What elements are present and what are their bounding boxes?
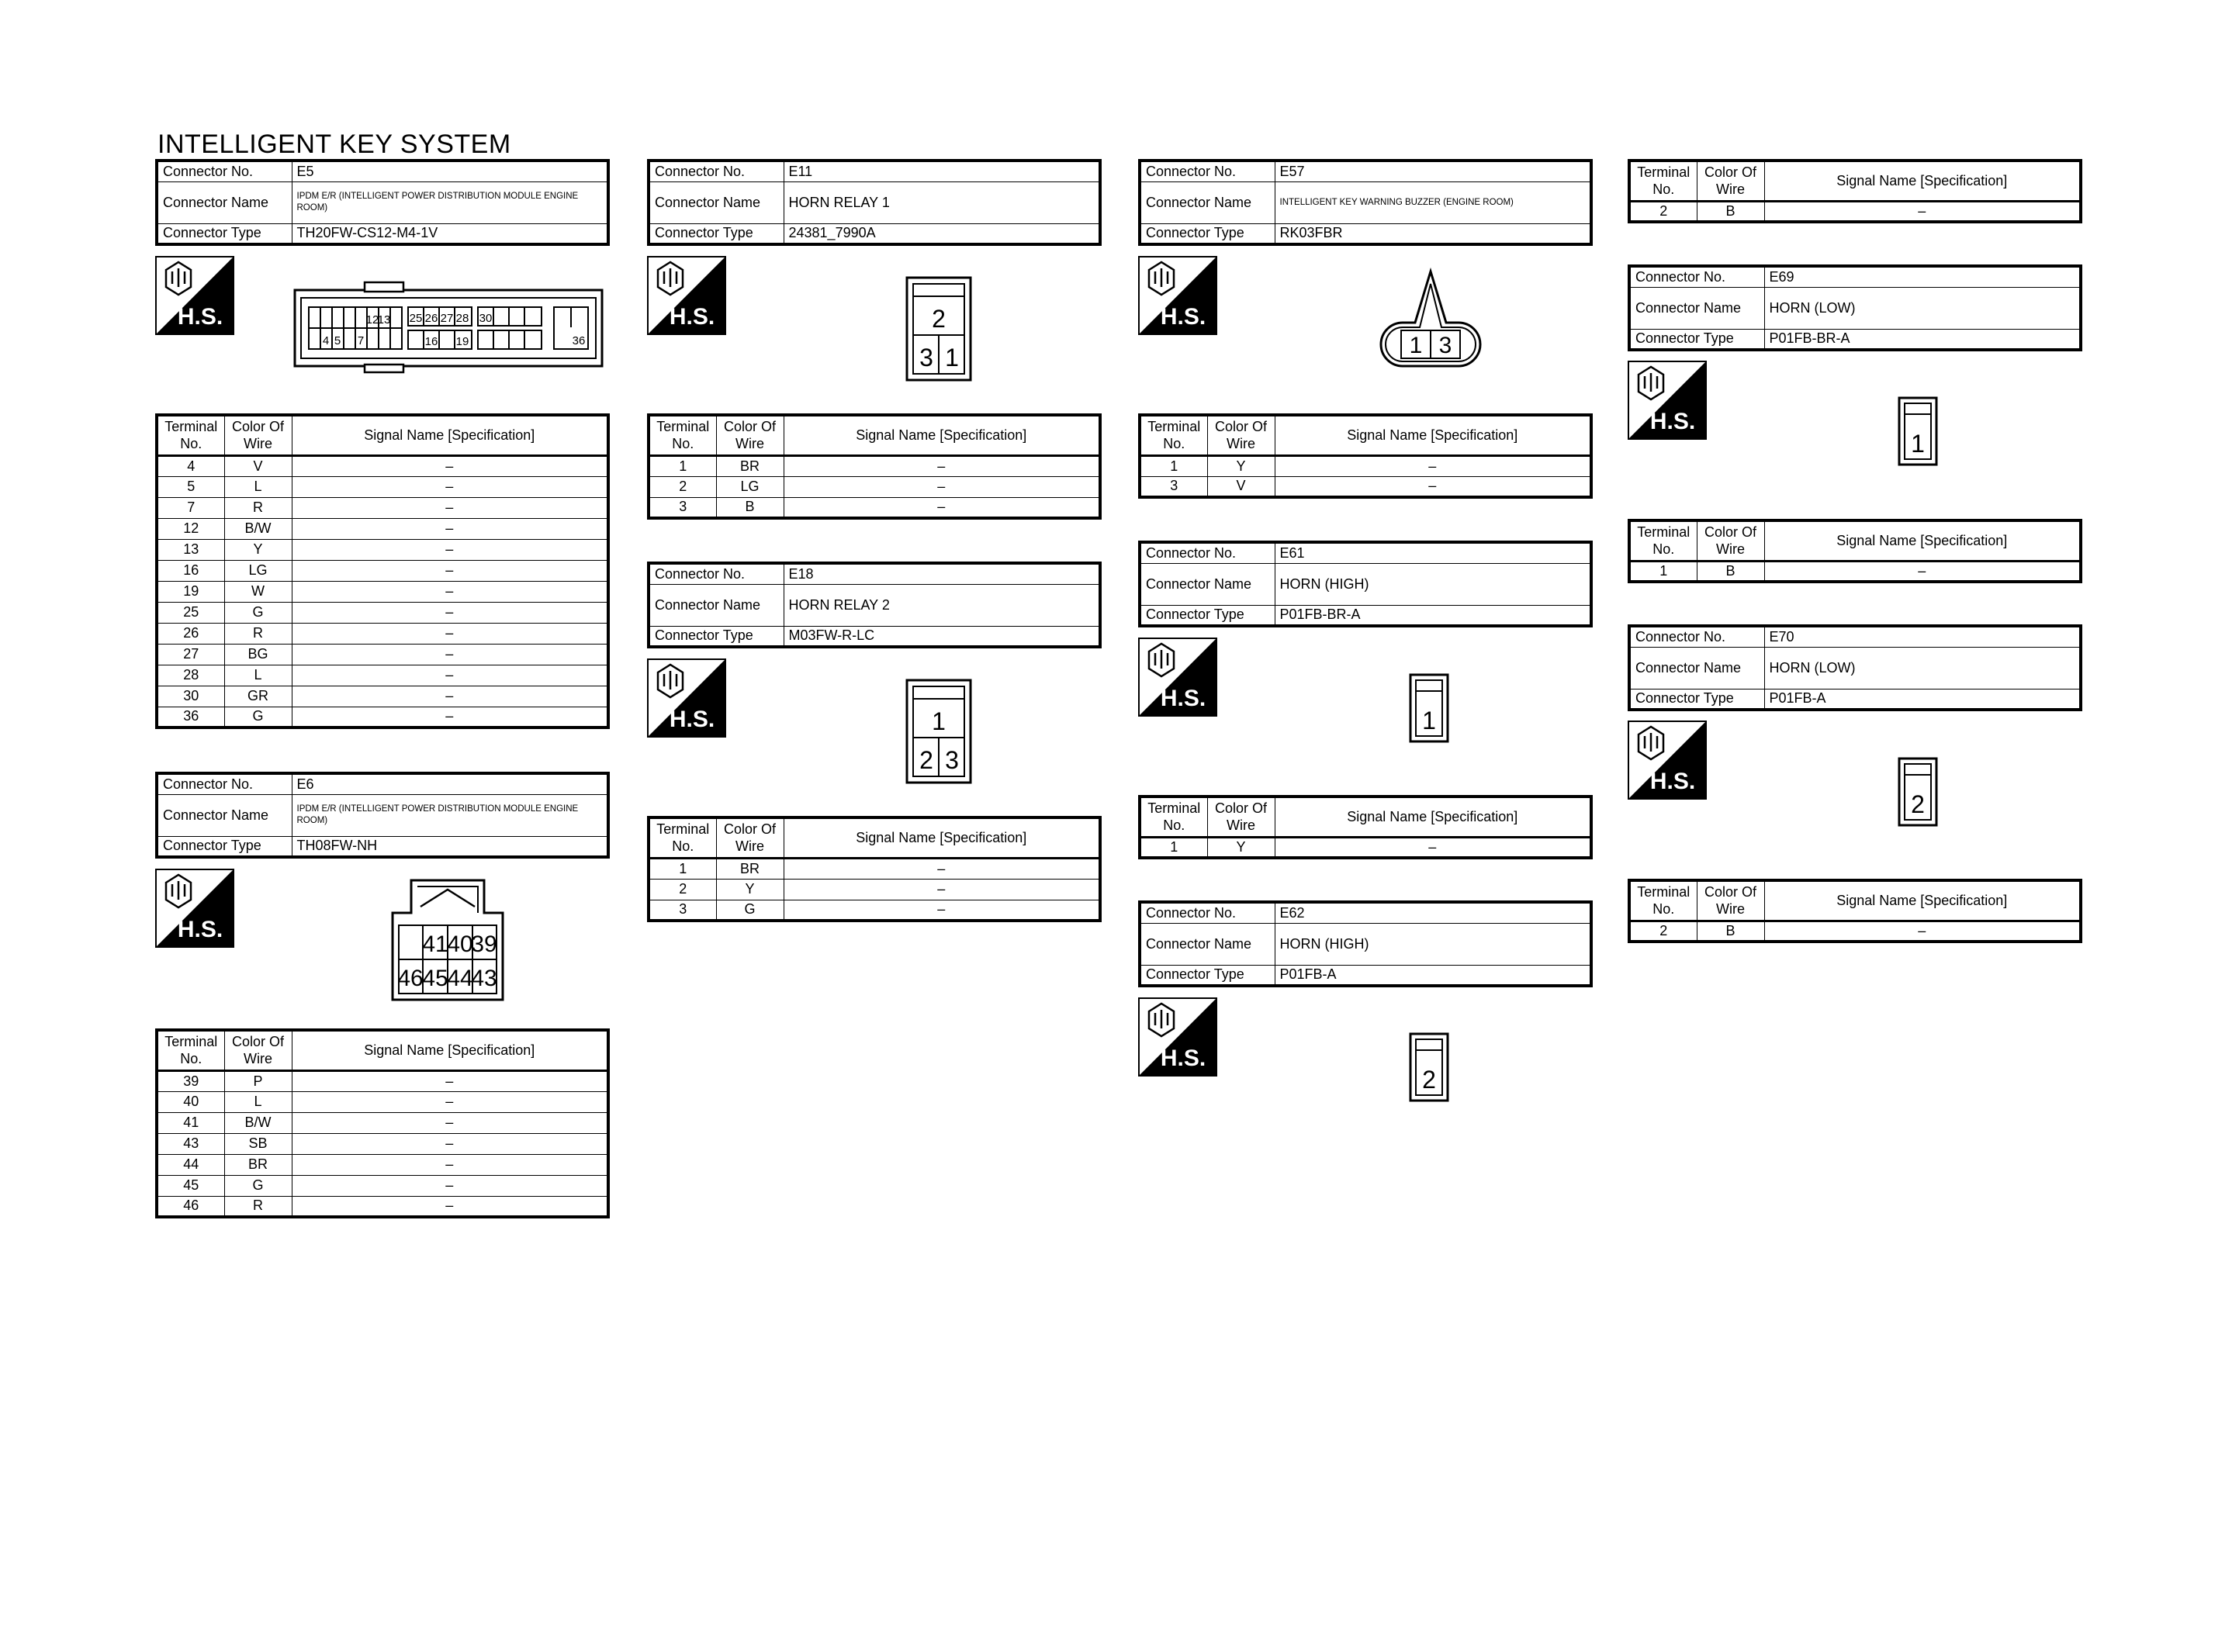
table-row [157, 560, 608, 581]
table-row [157, 1196, 608, 1217]
pin-label: 44 [447, 966, 473, 991]
pin-label: 2 [932, 305, 946, 333]
signal-name: – [1275, 837, 1591, 858]
connector-face-e57 [1378, 268, 1483, 374]
signal-name: – [784, 497, 1100, 518]
signal-name: – [292, 1133, 608, 1154]
pin-label: 1 [1409, 333, 1423, 358]
pin-label: 4 [322, 334, 330, 347]
harness-side-icon [647, 256, 726, 335]
connector-info-e70 [1628, 624, 2082, 711]
connector-face-e62 [1409, 1032, 1449, 1102]
table-row [157, 1070, 608, 1091]
connector-name-value: HORN RELAY 1 [784, 181, 1100, 223]
terminal-table-e5 [155, 413, 610, 729]
wire-color: G [224, 1175, 292, 1196]
wire-color: B [1697, 201, 1764, 222]
connector-type-label: Connector Type [649, 626, 784, 647]
color-of-wire-header: Color Of Wire [716, 817, 784, 858]
wire-color: W [224, 581, 292, 602]
hs-badge-text: H.S. [1649, 769, 1696, 794]
terminal-no: 16 [157, 560, 224, 581]
table-row [157, 476, 608, 497]
table-row [1629, 201, 2081, 222]
pin-label: 3 [1438, 333, 1452, 358]
connector-name-label: Connector Name [157, 181, 292, 223]
terminal-table-e6 [155, 1028, 610, 1218]
connector-info-e62 [1138, 900, 1593, 987]
connector-no-value: E18 [784, 563, 1100, 584]
terminal-no-header: Terminal No. [157, 1030, 224, 1070]
table-row [1140, 455, 1591, 476]
connector-name-value: HORN (LOW) [1764, 287, 2081, 329]
table-row [649, 497, 1100, 518]
table-row [157, 707, 608, 728]
wire-color: Y [716, 879, 784, 900]
wire-color: V [224, 455, 292, 476]
color-of-wire-header: Color Of Wire [1697, 520, 1764, 561]
terminal-no: 40 [157, 1091, 224, 1112]
signal-name: – [1275, 455, 1591, 476]
connector-info-e69 [1628, 264, 2082, 351]
signal-name: – [1275, 476, 1591, 497]
terminal-no-header: Terminal No. [649, 415, 716, 455]
pin-label: 16 [424, 335, 438, 348]
signal-name-header: Signal Name [Specification] [292, 1030, 608, 1070]
wire-color: B [1697, 921, 1764, 942]
connector-no-label: Connector No. [1140, 161, 1275, 181]
connector-name-value: HORN RELAY 2 [784, 584, 1100, 626]
wire-color: B/W [224, 1112, 292, 1133]
terminal-no: 30 [157, 686, 224, 707]
connector-name-value: IPDM E/R (INTELLIGENT POWER DISTRIBUTION MODULE ENGINE ROOM) [292, 794, 608, 836]
terminal-table-e62 [1628, 159, 2082, 223]
pin-label: 2 [919, 746, 933, 774]
wire-color: L [224, 476, 292, 497]
terminal-no: 28 [157, 665, 224, 686]
connector-info-e57 [1138, 159, 1593, 246]
signal-name: – [292, 1112, 608, 1133]
table-row [649, 858, 1100, 879]
table-row [1629, 921, 2081, 942]
connector-type-label: Connector Type [1140, 965, 1275, 986]
connector-type-value: RK03FBR [1275, 223, 1591, 244]
signal-name: – [292, 476, 608, 497]
terminal-table-e70 [1628, 879, 2082, 943]
table-row [157, 686, 608, 707]
harness-side-icon [1138, 638, 1217, 717]
signal-name: – [784, 900, 1100, 921]
connector-type-value: TH08FW-NH [292, 836, 608, 857]
pin-label: 13 [377, 313, 391, 327]
connector-name-label: Connector Name [157, 794, 292, 836]
wire-color: Y [1207, 837, 1275, 858]
terminal-no: 2 [649, 879, 716, 900]
connector-type-label: Connector Type [649, 223, 784, 244]
terminal-no: 45 [157, 1175, 224, 1196]
signal-name: – [292, 539, 608, 560]
signal-name: – [1764, 201, 2081, 222]
pin-label: 2 [1422, 1066, 1436, 1094]
connector-type-label: Connector Type [1140, 605, 1275, 626]
wire-color: LG [716, 476, 784, 497]
wire-color: R [224, 1196, 292, 1217]
harness-side-icon [647, 658, 726, 738]
signal-name: – [292, 1154, 608, 1175]
pin-label: 40 [447, 931, 473, 957]
hs-badge-text: H.S. [1160, 1045, 1206, 1071]
pin-label: 1 [1911, 430, 1925, 458]
connector-face-e11 [905, 276, 972, 382]
terminal-no-header: Terminal No. [1629, 161, 1697, 201]
connector-name-value: HORN (LOW) [1764, 647, 2081, 689]
signal-name: – [292, 455, 608, 476]
color-of-wire-header: Color Of Wire [1697, 161, 1764, 201]
signal-name-header: Signal Name [Specification] [1764, 880, 2081, 921]
wire-color: BR [716, 858, 784, 879]
pin-label: 3 [919, 344, 933, 372]
hs-badge-text: H.S. [177, 304, 223, 330]
hs-badge-text: H.S. [177, 917, 223, 942]
terminal-no: 1 [1629, 561, 1697, 582]
signal-name: – [784, 476, 1100, 497]
connector-type-label: Connector Type [157, 223, 292, 244]
connector-no-label: Connector No. [157, 773, 292, 794]
connector-no-value: E6 [292, 773, 608, 794]
table-row [157, 518, 608, 539]
wire-color: L [224, 665, 292, 686]
table-row [157, 1112, 608, 1133]
terminal-no-header: Terminal No. [1140, 415, 1207, 455]
pin-label: 12 [365, 313, 379, 327]
terminal-table-e18 [647, 816, 1102, 922]
terminal-no: 7 [157, 497, 224, 518]
connector-type-value: P01FB-BR-A [1275, 605, 1591, 626]
hs-badge-text: H.S. [669, 707, 715, 732]
connector-no-label: Connector No. [1140, 902, 1275, 923]
connector-name-label: Connector Name [1140, 181, 1275, 223]
connector-face-e18 [905, 679, 972, 784]
pin-label: 45 [422, 966, 448, 991]
signal-name-header: Signal Name [Specification] [784, 817, 1100, 858]
connector-info-e61 [1138, 541, 1593, 627]
color-of-wire-header: Color Of Wire [1207, 415, 1275, 455]
wire-color: R [224, 497, 292, 518]
table-row [157, 1154, 608, 1175]
wire-color: B/W [224, 518, 292, 539]
connector-name-value: HORN (HIGH) [1275, 923, 1591, 965]
terminal-table-e57 [1138, 413, 1593, 499]
connector-name-label: Connector Name [649, 584, 784, 626]
connector-type-value: P01FB-A [1275, 965, 1591, 986]
terminal-no: 19 [157, 581, 224, 602]
connector-no-value: E62 [1275, 902, 1591, 923]
harness-side-icon [1138, 256, 1217, 335]
signal-name: – [292, 707, 608, 728]
wire-color: BR [716, 455, 784, 476]
signal-name: – [292, 686, 608, 707]
terminal-no: 1 [1140, 455, 1207, 476]
connector-info-e5 [155, 159, 610, 246]
terminal-no: 26 [157, 623, 224, 644]
table-row [157, 623, 608, 644]
pin-label: 27 [440, 312, 454, 325]
terminal-no: 1 [1140, 837, 1207, 858]
wire-color: G [716, 900, 784, 921]
connector-type-value: P01FB-BR-A [1764, 329, 2081, 350]
pin-label: 26 [424, 312, 438, 325]
wire-color: SB [224, 1133, 292, 1154]
connector-type-value: TH20FW-CS12-M4-1V [292, 223, 608, 244]
connector-name-label: Connector Name [1629, 287, 1764, 329]
signal-name-header: Signal Name [Specification] [1275, 797, 1591, 837]
table-row [157, 455, 608, 476]
terminal-table-e61 [1138, 795, 1593, 859]
connector-name-value: IPDM E/R (INTELLIGENT POWER DISTRIBUTION MODULE ENGINE ROOM) [292, 181, 608, 223]
signal-name: – [784, 879, 1100, 900]
table-row [157, 644, 608, 665]
connector-no-value: E57 [1275, 161, 1591, 181]
terminal-no: 5 [157, 476, 224, 497]
connector-face-e5 [293, 281, 604, 374]
connector-type-label: Connector Type [157, 836, 292, 857]
harness-side-icon [1138, 997, 1217, 1077]
color-of-wire-header: Color Of Wire [1207, 797, 1275, 837]
table-row [157, 602, 608, 623]
page-title: INTELLIGENT KEY SYSTEM [157, 130, 511, 159]
terminal-no: 3 [649, 900, 716, 921]
table-row [157, 497, 608, 518]
terminal-no: 2 [1629, 201, 1697, 222]
color-of-wire-header: Color Of Wire [224, 1030, 292, 1070]
terminal-no: 3 [649, 497, 716, 518]
terminal-no-header: Terminal No. [649, 817, 716, 858]
terminal-no: 1 [649, 455, 716, 476]
pin-label: 25 [409, 312, 423, 325]
color-of-wire-header: Color Of Wire [224, 415, 292, 455]
connector-no-label: Connector No. [157, 161, 292, 181]
signal-name: – [292, 644, 608, 665]
signal-name: – [292, 560, 608, 581]
signal-name-header: Signal Name [Specification] [1764, 161, 2081, 201]
connector-info-e11 [647, 159, 1102, 246]
signal-name: – [292, 1070, 608, 1091]
connector-no-value: E69 [1764, 266, 2081, 287]
pin-label: 3 [945, 746, 959, 774]
connector-name-label: Connector Name [1140, 563, 1275, 605]
terminal-no: 36 [157, 707, 224, 728]
wire-color: Y [224, 539, 292, 560]
signal-name: – [292, 581, 608, 602]
terminal-no-header: Terminal No. [1629, 880, 1697, 921]
pin-label: 19 [455, 335, 469, 348]
terminal-no: 44 [157, 1154, 224, 1175]
signal-name: – [292, 665, 608, 686]
table-row [157, 1091, 608, 1112]
connector-face-e6 [389, 879, 506, 1003]
table-row [1140, 837, 1591, 858]
pin-label: 39 [471, 931, 497, 957]
connector-no-value: E11 [784, 161, 1100, 181]
terminal-no: 3 [1140, 476, 1207, 497]
signal-name: – [292, 518, 608, 539]
terminal-no: 25 [157, 602, 224, 623]
connector-no-value: E70 [1764, 626, 2081, 647]
hs-badge-text: H.S. [1649, 409, 1696, 434]
signal-name: – [784, 455, 1100, 476]
connector-info-e18 [647, 562, 1102, 648]
connector-no-label: Connector No. [1629, 266, 1764, 287]
pin-label: 43 [471, 966, 497, 991]
terminal-no-header: Terminal No. [1629, 520, 1697, 561]
connector-name-value: INTELLIGENT KEY WARNING BUZZER (ENGINE ROOM) [1275, 181, 1591, 223]
connector-type-value: 24381_7990A [784, 223, 1100, 244]
signal-name-header: Signal Name [Specification] [784, 415, 1100, 455]
color-of-wire-header: Color Of Wire [1697, 880, 1764, 921]
terminal-table-e69 [1628, 519, 2082, 583]
hs-badge-text: H.S. [1160, 304, 1206, 330]
harness-side-icon [155, 869, 234, 948]
connector-name-label: Connector Name [1629, 647, 1764, 689]
pin-label: 28 [455, 312, 469, 325]
connector-type-label: Connector Type [1629, 329, 1764, 350]
pin-label: 30 [479, 312, 493, 325]
connector-name-label: Connector Name [649, 181, 784, 223]
hs-badge-text: H.S. [1160, 686, 1206, 711]
terminal-no: 39 [157, 1070, 224, 1091]
signal-name: – [292, 1091, 608, 1112]
signal-name-header: Signal Name [Specification] [1275, 415, 1591, 455]
wire-color: GR [224, 686, 292, 707]
terminal-no: 2 [1629, 921, 1697, 942]
connector-no-label: Connector No. [1140, 542, 1275, 563]
table-row [157, 1175, 608, 1196]
signal-name: – [292, 1175, 608, 1196]
table-row [649, 455, 1100, 476]
harness-side-icon [1628, 361, 1707, 440]
wire-color: L [224, 1091, 292, 1112]
terminal-no: 12 [157, 518, 224, 539]
connector-name-value: HORN (HIGH) [1275, 563, 1591, 605]
terminal-no-header: Terminal No. [1140, 797, 1207, 837]
connector-no-label: Connector No. [649, 563, 784, 584]
terminal-table-e11 [647, 413, 1102, 520]
connector-type-label: Connector Type [1140, 223, 1275, 244]
wire-color: R [224, 623, 292, 644]
wire-color: Y [1207, 455, 1275, 476]
wire-color: V [1207, 476, 1275, 497]
connector-type-value: P01FB-A [1764, 689, 2081, 710]
pin-label: 36 [572, 334, 586, 347]
connector-type-value: M03FW-R-LC [784, 626, 1100, 647]
table-row [649, 476, 1100, 497]
connector-no-label: Connector No. [649, 161, 784, 181]
connector-info-e6 [155, 772, 610, 859]
signal-name: – [292, 602, 608, 623]
wire-color: G [224, 707, 292, 728]
table-row [1140, 476, 1591, 497]
terminal-no: 46 [157, 1196, 224, 1217]
signal-name: – [292, 497, 608, 518]
wire-color: B [1697, 561, 1764, 582]
pin-label: 1 [945, 344, 959, 372]
signal-name: – [1764, 561, 2081, 582]
terminal-no: 43 [157, 1133, 224, 1154]
table-row [157, 665, 608, 686]
connector-no-value: E61 [1275, 542, 1591, 563]
pin-label: 5 [334, 334, 341, 347]
table-row [157, 539, 608, 560]
pin-label: 7 [357, 334, 365, 347]
harness-side-icon [155, 256, 234, 335]
wire-color: P [224, 1070, 292, 1091]
terminal-no: 2 [649, 476, 716, 497]
connector-type-label: Connector Type [1629, 689, 1764, 710]
signal-name: – [784, 858, 1100, 879]
connector-face-e61 [1409, 673, 1449, 743]
wire-color: BR [224, 1154, 292, 1175]
table-row [157, 1133, 608, 1154]
table-row [157, 581, 608, 602]
harness-side-icon [1628, 721, 1707, 800]
pin-label: 41 [422, 931, 448, 957]
terminal-no: 13 [157, 539, 224, 560]
signal-name: – [292, 623, 608, 644]
table-row [1629, 561, 2081, 582]
wire-color: BG [224, 644, 292, 665]
pin-label: 1 [1422, 707, 1436, 734]
table-row [649, 900, 1100, 921]
color-of-wire-header: Color Of Wire [716, 415, 784, 455]
connector-no-label: Connector No. [1629, 626, 1764, 647]
terminal-no: 1 [649, 858, 716, 879]
signal-name-header: Signal Name [Specification] [1764, 520, 2081, 561]
pin-label: 46 [397, 966, 424, 991]
connector-no-value: E5 [292, 161, 608, 181]
hs-badge-text: H.S. [669, 304, 715, 330]
pin-label: 1 [932, 707, 946, 735]
wire-color: G [224, 602, 292, 623]
signal-name: – [1764, 921, 2081, 942]
pin-label: 2 [1911, 790, 1925, 818]
table-row [649, 879, 1100, 900]
wire-color: B [716, 497, 784, 518]
terminal-no: 4 [157, 455, 224, 476]
signal-name: – [292, 1196, 608, 1217]
connector-face-e70 [1898, 757, 1938, 827]
wire-color: LG [224, 560, 292, 581]
connector-name-label: Connector Name [1140, 923, 1275, 965]
terminal-no: 27 [157, 644, 224, 665]
connector-face-e69 [1898, 396, 1938, 466]
terminal-no-header: Terminal No. [157, 415, 224, 455]
terminal-no: 41 [157, 1112, 224, 1133]
signal-name-header: Signal Name [Specification] [292, 415, 608, 455]
